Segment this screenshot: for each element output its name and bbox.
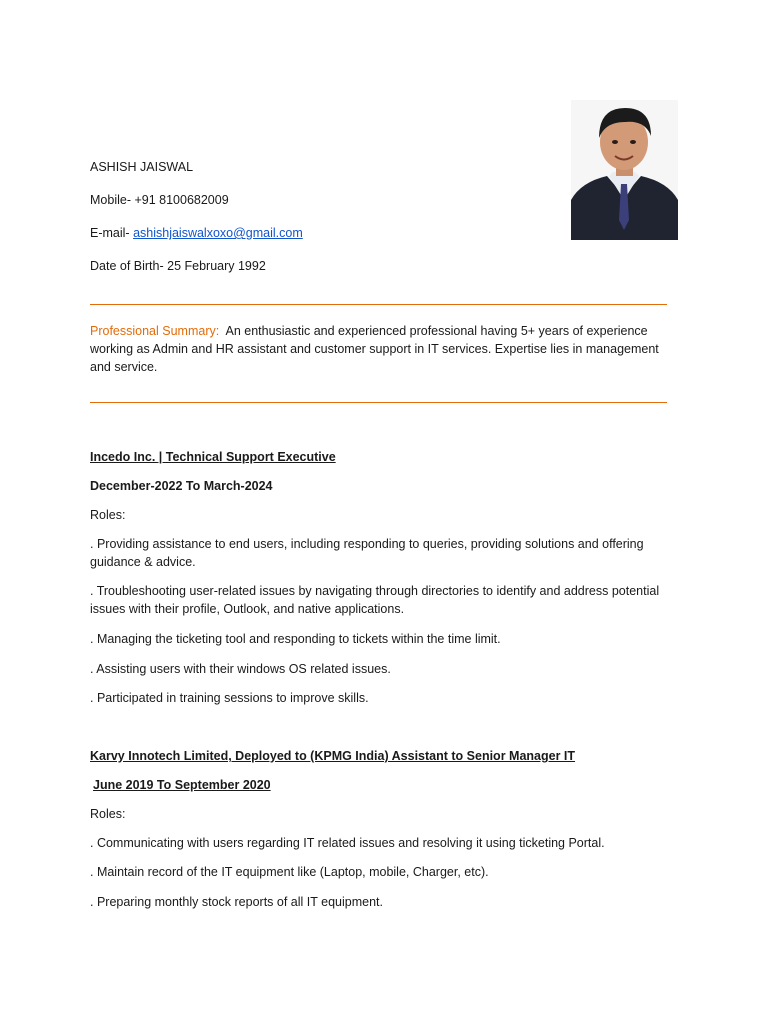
professional-summary [90, 322, 670, 376]
role-item: . Participated in training sessions to improve skills. [90, 691, 369, 705]
profile-photo [571, 100, 678, 240]
roles-label: Roles: [90, 508, 126, 522]
divider-top [90, 304, 667, 305]
summary-text: An enthusiastic and experienced professional having 5+ years of experience working as Admin and HR assistant and customer support in IT services. Expertise lies in management and service. [90, 324, 659, 374]
candidate-name: ASHISH JAISWAL [90, 160, 194, 174]
summary-label: Professional Summary: [90, 324, 220, 338]
role-item: . Preparing monthly stock reports of all IT equipment. [90, 895, 383, 909]
job-period: June 2019 To September 2020 [93, 778, 271, 792]
date-of-birth: Date of Birth- 25 February 1992 [90, 259, 266, 273]
role-item: . Assisting users with their windows OS related issues. [90, 662, 391, 676]
roles-label: Roles: [90, 807, 126, 821]
person-portrait-icon [571, 100, 678, 240]
role-item: . Communicating with users regarding IT related issues and resolving it using ticketing Portal. [90, 836, 605, 850]
job-title: Incedo Inc. | Technical Support Executive [90, 450, 336, 464]
email-label: E-mail- [90, 226, 134, 240]
job-period: December-2022 To March-2024 [90, 479, 273, 493]
email-link[interactable]: ashishjaiswalxoxo@gmail.com [133, 226, 303, 240]
job-title: Karvy Innotech Limited, Deployed to (KPMG India) Assistant to Senior Manager IT [90, 749, 576, 763]
role-item: . Troubleshooting user-related issues by navigating through directories to identify and address potential issues with their profile, Outlook, and native applications. [90, 584, 660, 616]
role-item: . Maintain record of the IT equipment like (Laptop, mobile, Charger, etc). [90, 865, 489, 879]
email-line [90, 224, 303, 242]
mobile-number: Mobile- +91 8100682009 [90, 193, 229, 207]
divider-bottom [90, 402, 667, 403]
role-item: . Managing the ticketing tool and responding to tickets within the time limit. [90, 632, 501, 646]
role-item: . Providing assistance to end users, including responding to queries, providing solutions and offering guidance & advice. [90, 537, 644, 569]
